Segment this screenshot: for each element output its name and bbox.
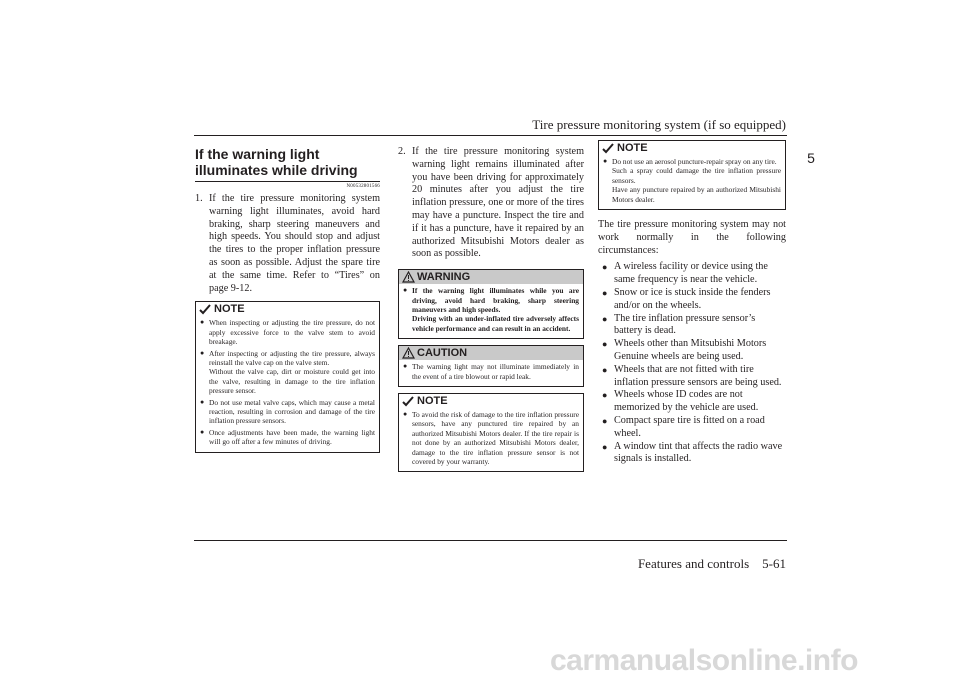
header-rule: [194, 135, 787, 136]
note-box: [398, 393, 584, 472]
list-item: ● If the warning light illuminates while you are driving, avoid hard braking, sharp steering maneuvers and high speeds. Driving with an under-inflated tire adversely affects vehicle performance and can result in an accident.: [403, 286, 579, 333]
note-header: [399, 394, 583, 408]
list-item: ● Do not use an aerosol puncture-repair spray on any tire. Such a spray could damage the tire inflation pressure sensors. Have any puncture repaired by an authorized Mitsubishi Motors dealer.: [603, 157, 781, 204]
section-code: N00532801566: [346, 184, 380, 189]
list-item: ● After inspecting or adjusting the tire pressure, always reinstall the valve cap on the valve stem. Without the valve cap, dirt or moisture could get into the valve, resulting in damage to the tire inflation pressure sensor.: [200, 348, 375, 396]
page-footer: [480, 556, 786, 572]
section-heading: If the warning light illuminates while driving: [195, 146, 380, 182]
middle-column: [398, 146, 584, 472]
caution-triangle-icon: [401, 346, 415, 360]
list-item: ● Wheels that are not fitted with tire inflation pressure sensors are being used.: [602, 363, 782, 388]
pencil-check-icon: [601, 141, 615, 155]
caution-box: [398, 345, 584, 387]
list-item: ● Snow or ice is stuck inside the fenders and/or on the wheels.: [602, 287, 771, 311]
list-item: ● The warning light may not illuminate immediately in the event of a tire blowout or rapid leak.: [403, 362, 579, 381]
list-item: ● To avoid the risk of damage to the tire inflation pressure sensors, have any punctured tire repaired by an authorized Mitsubishi Motors dealer. If the tire repair is not done by an authorized Mitsubishi Motors dealer, damage to the tire inflation pressure sensor is not covered by your warranty.: [403, 410, 579, 467]
step-2: [398, 146, 584, 261]
note-label: NOTE: [417, 395, 448, 408]
list-item: ● The tire inflation pressure sensor’s battery is dead.: [602, 312, 756, 337]
circumstance-list: [598, 261, 786, 466]
note-body: [399, 408, 583, 471]
chapter-number: 5: [807, 150, 815, 166]
step-number: 1.: [195, 193, 203, 204]
list-item: ● A window tint that affects the radio wave signals is installed.: [602, 440, 783, 465]
note-box: [598, 140, 786, 210]
footer-rule: [194, 540, 787, 541]
list-item: ● Do not use metal valve caps, which may cause a metal reaction, resulting in corrosion and damage of the tire inflation pressure sensors.: [200, 397, 375, 426]
step-1: [195, 193, 380, 295]
list-item: ● Wheels other than Mitsubishi Motors Genuine wheels are being used.: [602, 338, 767, 362]
step-number: 2.: [398, 146, 406, 157]
list-item: ● Wheels whose ID codes are not memorized by the vehicle are used.: [602, 389, 759, 414]
warning-triangle-icon: [401, 270, 415, 284]
list-item: ● Once adjustments have been made, the warning light will go off after a few minutes of driving.: [200, 427, 375, 447]
page-number: 5-61: [762, 556, 786, 571]
note-header: [599, 141, 785, 155]
list-item: ● A wireless facility or device using the same frequency is near the vehicle.: [602, 261, 768, 286]
intro-paragraph: The tire pressure monitoring system may not work normally in the following circumstances:: [598, 219, 786, 256]
right-column: [598, 140, 786, 466]
caution-label: CAUTION: [417, 347, 468, 360]
note-header: [196, 302, 379, 316]
note-box: [195, 301, 380, 452]
step-text: If the tire pressure monitoring system warning light illuminates, avoid hard braking, sharp steering maneuvers and high speeds. You should stop and adjust the tires to the proper inflation pressure as soon as possible. Adjust the spare tire at the same time. Refer to “Tires” on page 9-12.: [209, 193, 380, 294]
warning-label: WARNING: [417, 271, 471, 284]
caution-header: [399, 346, 583, 360]
running-header-title: Tire pressure monitoring system (if so equipped): [532, 117, 786, 132]
note-body: [196, 316, 379, 451]
list-item: ● Compact spare tire is fitted on a road wheel.: [602, 414, 765, 439]
left-column: [195, 146, 380, 453]
note-label: NOTE: [214, 303, 245, 316]
warning-box: [398, 269, 584, 339]
footer-section: Features and controls: [637, 556, 750, 571]
watermark: carmanualsonline.info: [550, 644, 858, 677]
note-label: NOTE: [617, 142, 648, 154]
warning-header: [399, 270, 583, 284]
warning-body: [399, 284, 583, 338]
step-text: If the tire pressure monitoring system warning light remains illuminated after you have been driving for approximately 20 minutes after you adjust the tire inflation pressure, one or more of the tires may have a puncture. Inspect the tire and if it has a puncture, have it repaired by an authorized Mitsubishi Motors dealer as soon as possible.: [412, 146, 584, 260]
pencil-check-icon: [401, 394, 415, 408]
note-body: [599, 155, 785, 209]
caution-body: [399, 360, 583, 386]
list-item: ● When inspecting or adjusting the tire pressure, do not apply excessive force to the valve stem to avoid breakage.: [200, 318, 375, 347]
pencil-check-icon: [198, 302, 212, 316]
